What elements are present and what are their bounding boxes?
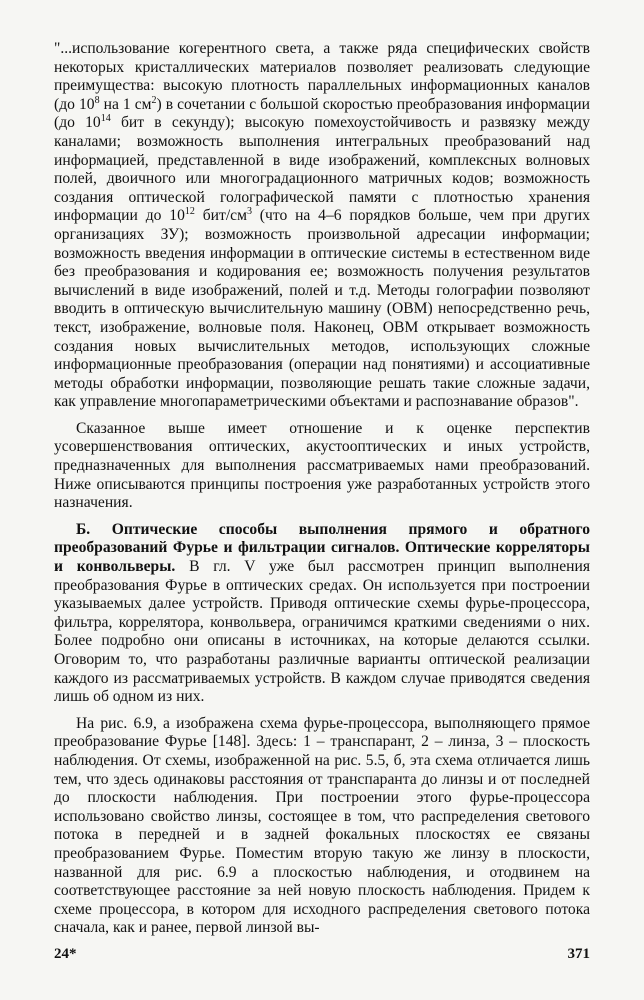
superscript: 14: [100, 113, 111, 125]
text-run: В гл. V уже был рассмотрен принцип выполнения преобразования Фурье в оптических средах. Он используется при построении указываемых далее устройств. Приводя оптические схемы фурье-процессора, фильтра, коррелятора, конвольвера, ограничимся краткими сведениями о них. Более подробно они описаны в источниках, на которые делаются ссылки. Оговорим то, что разработаны различные варианты оптической реализации каждого из рассматриваемых устройств. В каждом случае приводятся сведения лишь об одном из них.: [54, 558, 590, 706]
paragraph-p2: [54, 420, 590, 513]
signature-mark: 24*: [54, 946, 77, 962]
paragraph-p4: [54, 715, 590, 938]
paragraph-quote: [54, 40, 590, 412]
superscript: 2: [151, 94, 157, 106]
text-run: (что на 4–6 порядков больше, чем при других организациях ЗУ); возможность произвольной адресации информации; возможность введения информации в оптические системы в естественном виде без преобразования и кодирования ее; возможность получения результатов вычислений в виде изображений, полей и т.д. Методы голографии позволяют вводить в оптическую вычислительную машину (ОВМ) непосредственно речь, текст, изображение, волновые поля. Наконец, ОВМ открывает возможность создания новых вычислительных методов, использующих сложные информационные преобразования (операции над понятиями) и ассоциативные методы обработки информации, позволяющие решать такие сложные задачи, как управление многопараметрическими объектами и распознавание образов".: [54, 207, 590, 411]
section-heading: Б. Оптические способы выполнения прямого и обратного преобразований Фурье и фильтрации сигналов. Оптические корреляторы и конвольверы.: [54, 520, 590, 576]
body-text: [54, 40, 590, 938]
page-number: 371: [567, 946, 590, 962]
superscript: 3: [246, 206, 252, 218]
superscript: 12: [184, 206, 195, 218]
page-footer: [54, 946, 590, 963]
text-run: Сказанное выше имеет отношение и к оценке перспектив усовершенствования оптических, акустооптических и иных устройств, предназначенных для выполнения рассматриваемых нами преобразований. Ниже описываются принципы построения уже разработанных устройств этого назначения.: [54, 419, 590, 512]
text-run: ) в сочетании с большой скоростью преобразования информации (до 10: [54, 95, 590, 132]
superscript: 8: [94, 94, 100, 106]
text-run: На рис. 6.9, а изображена схема фурье-процессора, выполняющего прямое преобразование Фурье [148]. Здесь: 1 – транспарант, 2 – линза, 3 – плоскость наблюдения. От схемы, изображенной на рис. 5.5, б, эта схема отличается лишь тем, что здесь одинаковы расстояния от транспаранта до линзы и от последней до плоскости наблюдения. При построении этого фурье-процессора использовано свойство линзы, состоящее в том, что распределения светового потока в передней и в задней фокальных плоскостях ее связаны преобразованием Фурье. Поместим вторую такую же линзу в плоскости, названной для рис. 6.9 а плоскостью наблюдения, и отодвинем на соответствующее расстояние за ней новую плоскость наблюдения. Придем к схеме процессора, в котором для исходного распределения светового потока сначала, как и ранее, первой линзой вы-: [54, 714, 590, 937]
text-run: "...использование когерентного света, а также ряда специфических свойств некоторых кристаллических материалов позволяет реализовать следующие преимущества: высокую плотность параллельных информационных каналов (до 10: [54, 40, 590, 113]
text-run: бит в секунду); высокую помехоустойчивость и развязку между каналами; возможность выполнения интегральных преобразований над информацией, представленной в виде изображений, комплексных волновых полей, двоичного или многоградационного матричных кодов; возможность создания оптической голографической памяти с плотностью хранения информации до 10: [54, 114, 590, 225]
text-run: на 1 см: [99, 95, 152, 113]
text-run: бит/см: [194, 207, 247, 225]
paragraph-p3: [54, 521, 590, 707]
